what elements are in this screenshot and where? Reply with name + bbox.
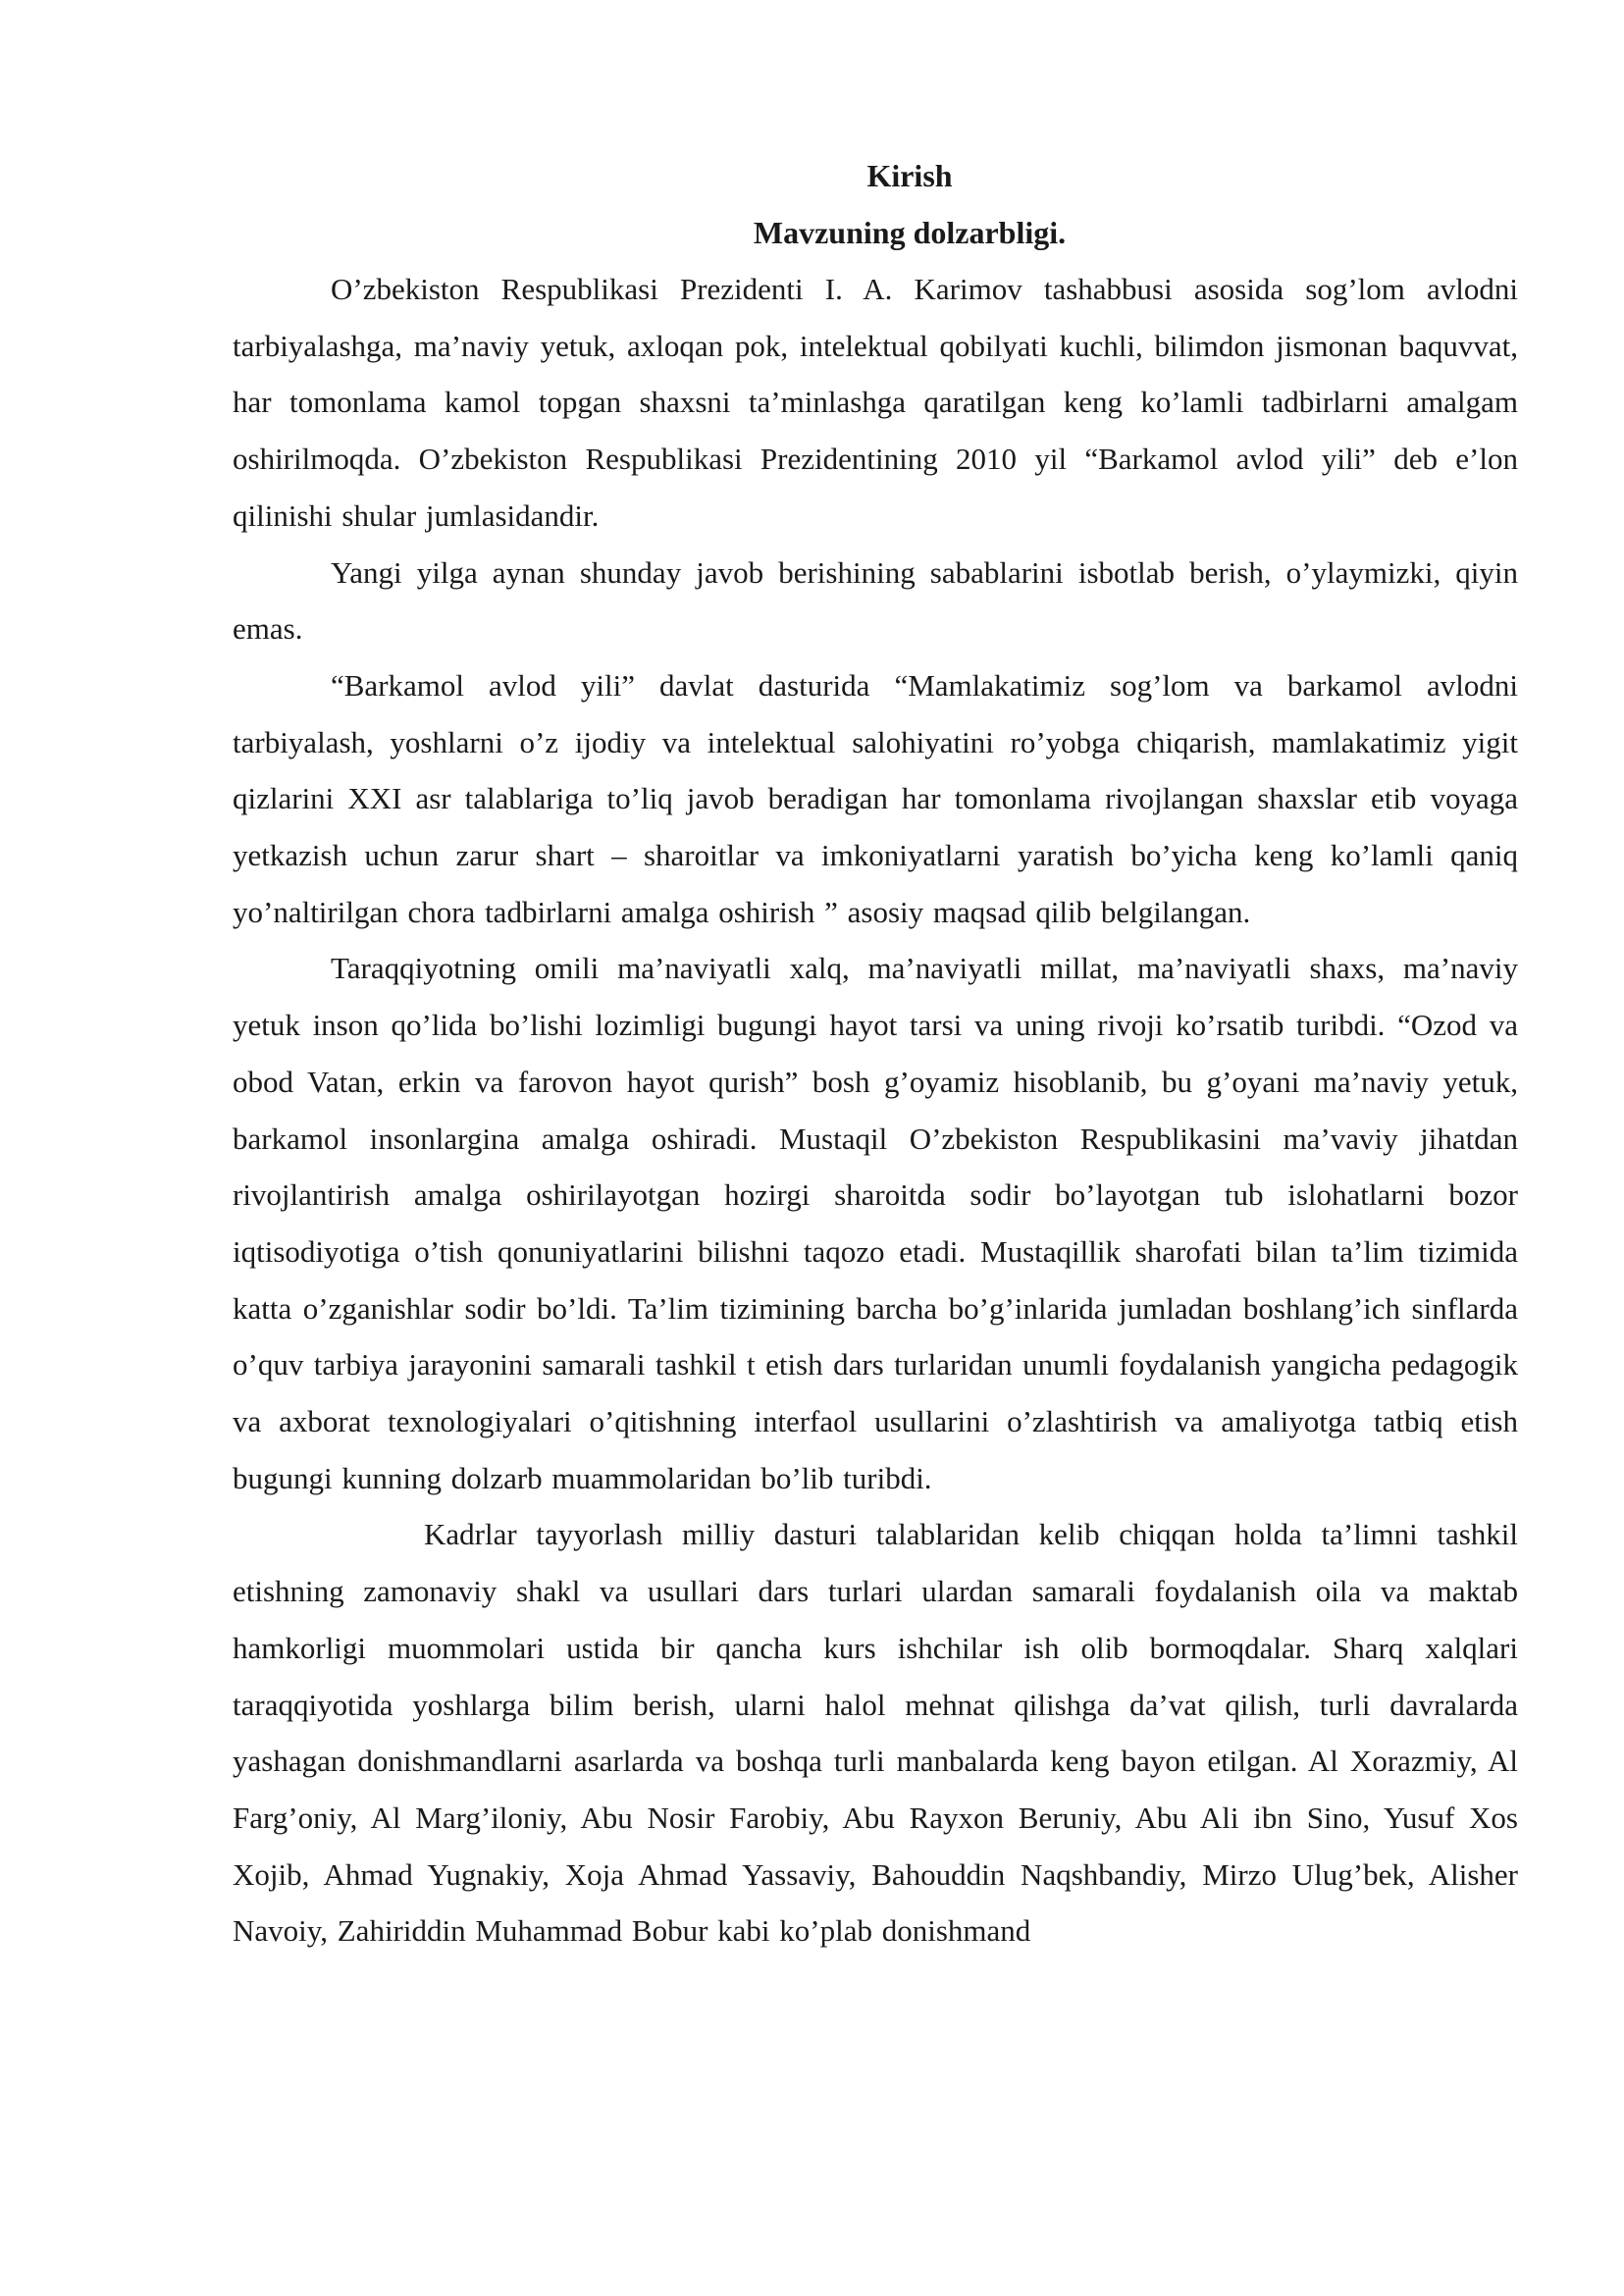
paragraph: Yangi yilga aynan shunday javob berishining sabablarini isbotlab berish, o’ylaymizki, qiyin emas.	[233, 554, 1518, 647]
paragraph: Taraqqiyotning omili ma’naviyatli xalq, ma’naviyatli millat, ma’naviyatli shaxs, ma’naviy yetuk inson qo’lida bo’lishi lozimligi bugungi hayot tarsi va uning rivoji ko’rsatib turibdi. “Ozod va obod Vatan, erkin va farovon hayot qurish” bosh g’oyamiz hisoblanib, bu g’oyani ma’naviy yetuk, barkamol insonlargina amalga oshiradi. Mustaqil O’zbekiston Respublikasini ma’vaviy jihatdan rivojlantirish amalga oshirilayotgan hozirgi sharoitda sodir bo’layotgan tub islohatlarni bozor iqtisodiyotiga o’tish qonuniyatlarini bilishni taqozo etadi. Mustaqillik sharofati bilan ta’lim tizimida katta o’zganishlar sodir bo’ldi. Ta’lim tizimining barcha bo’g’inlarida jumladan boshlang’ich sinflarda o’quv tarbiya jarayonini samarali tashkil t etish dars turlaridan unumli foydalanish yangicha pedagogik va axborat texnologiyalari o’qitishning interfaol usullarini o’zlashtirish va amaliyotga tatbiq etish bugungi kunning dolzarb muammolaridan bo’lib turibdi.	[233, 951, 1518, 1495]
paragraph: O’zbekiston Respublikasi Prezidenti I. A. Karimov tashabbusi asosida sog’lom avlodni tarbiyalashga, ma’naviy yetuk, axloqan pok, intelektual qobilyati kuchli, bilimdon jismonan baquvvat, har tomonlama kamol topgan shaxsni ta’minlashga qaratilgan keng ko’lamli tadbirlarni amalgam oshirilmoqda. O’zbekiston Respublikasi Prezidentining 2010 yil “Barkamol avlod yili” deb e’lon qilinishi shular jumlasidandir.	[233, 272, 1518, 533]
section-title: Kirish	[866, 158, 953, 193]
section-subtitle: Mavzuning dolzarbligi.	[753, 215, 1067, 250]
paragraph: “Barkamol avlod yili” davlat dasturida “Mamlakatimiz sog’lom va barkamol avlodni tarbiyalash, yoshlarni o’z ijodiy va intelektual salohiyatini ro’yobga chiqarish, mamlakatimiz yigit qizlarini XXI asr talablariga to’liq javob beradigan har tomonlama rivojlangan shaxslar etib voyaga yetkazish uchun zarur shart – sharoitlar va imkoniyatlarni yaratish bo’yicha keng ko’lamli qaniq yo’naltirilgan chora tadbirlarni amalga oshirish ” asosiy maqsad qilib belgilangan.	[233, 667, 1518, 929]
document-body	[233, 147, 1518, 1959]
paragraph: Kadrlar tayyorlash milliy dasturi talablaridan kelib chiqqan holda ta’limni tashkil etishning zamonaviy shakl va usullari dars turlari ulardan samarali foydalanish oila va maktab hamkorligi muommolari ustida bir qancha kurs ishchilar ish olib bormoqdalar. Sharq xalqlari taraqqiyotida yoshlarga bilim berish, ularni halol mehnat qilishga da’vat qilish, turli davralarda yashagan donishmandlarni asarlarda va boshqa turli manbalarda keng bayon etilgan. Al Xorazmiy, Al Farg’oniy, Al Marg’iloniy, Abu Nosir Farobiy, Abu Rayxon Beruniy, Abu Ali ibn Sino, Yusuf Xos Xojib, Ahmad Yugnakiy, Xoja Ahmad Yassaviy, Bahouddin Naqshbandiy, Mirzo Ulug’bek, Alisher Navoiy, Zahiriddin Muhammad Bobur kabi ko’plab donishmand	[233, 1517, 1518, 1949]
